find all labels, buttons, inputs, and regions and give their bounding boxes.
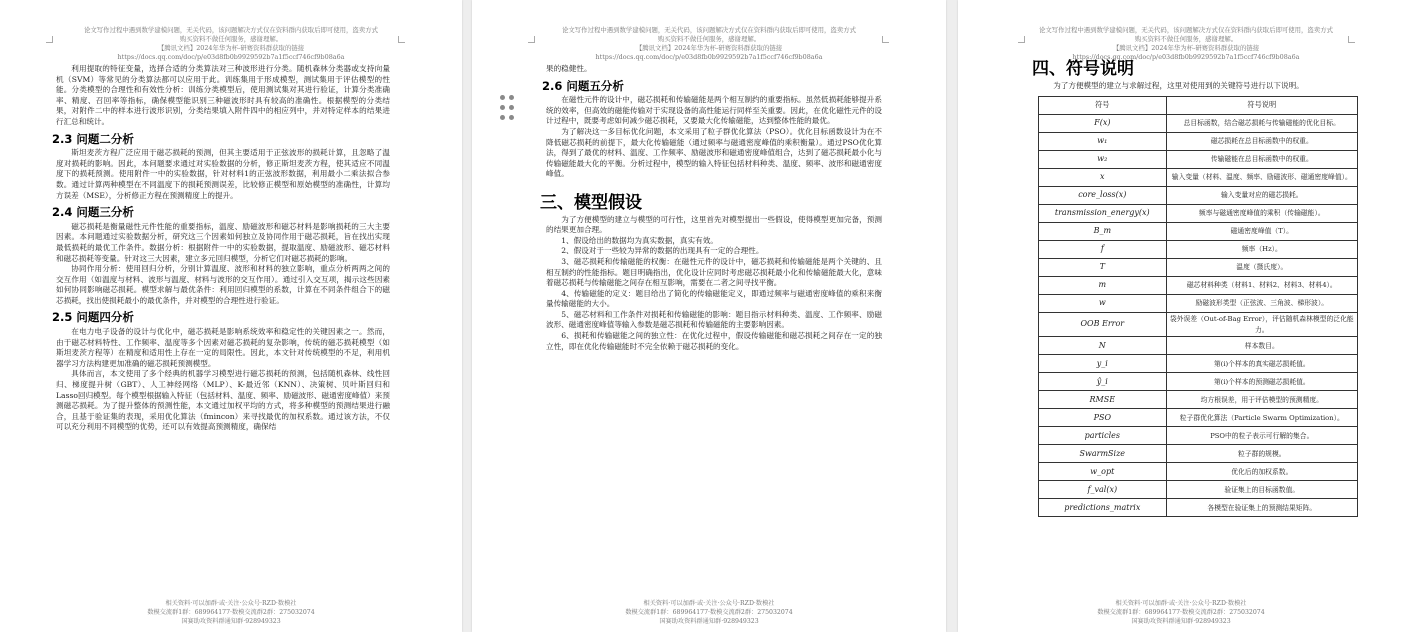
- table-row: [1039, 463, 1358, 481]
- table-row: [1039, 241, 1358, 259]
- section-heading[interactable]: 2.5 问题四分析: [52, 310, 134, 325]
- assumption-item: 1、假设给出的数据均为真实数据，真实有效。: [561, 235, 718, 245]
- assumption-item: 6、损耗和传输磁能之间的独立性：在优化过程中，假设传输磁能和磁芯损耗之间存在一定的独立性，即在优化传输磁能时不完全依赖于磁芯损耗的变化。: [546, 331, 882, 351]
- table-row: [1039, 409, 1358, 427]
- table-row: [1039, 391, 1358, 409]
- symbol-description-cell: 磁芯材料种类（材料1、材料2、材料3、材料4）。: [1166, 277, 1357, 295]
- paragraph: 为了解决这一多目标优化问题，本文采用了粒子群优化算法（PSO）。优化目标函数设计为在不降低磁芯损耗的前提下，最大化传输磁能（通过频率与磁通密度峰值的乘积衡量）。通过PSO优化算法，得到了最优的材料、温度、工作频率、励磁波形和磁通密度峰值组合，达到了磁芯损耗最小化与传输磁能最大化的平衡。分析过程中，模型的输入特征包括材料种类、温度、频率、波形和磁通密度峰值。: [546, 126, 882, 179]
- symbol-description-cell: 传输磁能在总目标函数中的权重。: [1166, 151, 1357, 169]
- table-row: [1039, 115, 1358, 133]
- table-row: [1039, 169, 1358, 187]
- symbol-cell: m: [1039, 277, 1167, 295]
- page-header: 论文写作过程中遇到数学建模问题，无关代码，该问题解决方式仅在资料群内获取后即可使用，盗卖方式 购买资料不做任何服务，感谢理解。 【腾讯文档】2024年华为杯-研赛资料群获取的链接 https://docs.qq.com/doc/p/e03d8fb0b9929592b7a1f5ccf746cf9b08a6a: [1039, 26, 1333, 61]
- assumption-item: 3、磁芯损耗和传输磁能的权衡：在磁性元件的设计中，磁芯损耗和传输磁能是两个关键的、且相互制约的性能指标。题目明确指出，优化设计应同时考虑磁芯损耗最小化和传输磁能最大化，意味着磁芯损耗与传输磁能之间存在相互影响，需要在二者之间寻找平衡。: [546, 256, 882, 288]
- symbol-cell: particles: [1039, 427, 1167, 445]
- symbol-description-cell: 温度（摄氏度）。: [1166, 259, 1357, 277]
- page-header: 论文写作过程中遇到数学建模问题，无关代码，该问题解决方式仅在资料群内获取后即可使用，盗卖方式 购买资料不做任何服务，感谢理解。 【腾讯文档】2024年华为杯-研赛资料群获取的链接 https://docs.qq.com/doc/p/e03d8fb0b9929592b7a1f5ccf746cf9b08a6a: [84, 26, 378, 61]
- symbol-cell: F(x): [1039, 115, 1167, 133]
- table-header-row: [1039, 97, 1358, 115]
- paragraph: 为了方便模型的建立与模型的可行性，这里首先对模型提出一些假设，使得模型更加完备，预测的结果更加合理。: [546, 214, 882, 235]
- table-row: [1039, 355, 1358, 373]
- symbol-cell: w₂: [1039, 151, 1167, 169]
- symbol-description-cell: 磁芯损耗在总目标函数中的权重。: [1166, 133, 1357, 151]
- table-row: [1039, 223, 1358, 241]
- table-row: [1039, 481, 1358, 499]
- section-heading[interactable]: 2.3 问题二分析: [52, 131, 134, 146]
- table-row: [1039, 151, 1358, 169]
- document-page-middle: [472, 0, 946, 632]
- symbol-cell: f_val(x): [1039, 481, 1167, 499]
- symbol-description-cell: 输入变量（材料、温度、频率、励磁波形、磁通密度峰值）。: [1166, 169, 1357, 187]
- symbol-cell: transmission_energy(x): [1039, 205, 1167, 223]
- symbol-cell: w_opt: [1039, 463, 1167, 481]
- symbol-description-cell: 频率（Hz）。: [1166, 241, 1357, 259]
- chapter-heading[interactable]: 三、模型假设: [540, 192, 642, 213]
- table-row: [1039, 499, 1358, 517]
- chapter-heading[interactable]: 四、符号说明: [1032, 59, 1134, 79]
- symbol-cell: RMSE: [1039, 391, 1167, 409]
- symbol-cell: w: [1039, 295, 1167, 313]
- symbol-cell: w₁: [1039, 133, 1167, 151]
- paragraph: 利用提取的特征变量，选择合适的分类算法对三种波形进行分类。随机森林分类器或支持向量机（SVM）等常见的分类算法都可以应用于此。训练集用于形成模型，测试集用于评估模型的性能。分类模型的合理性和有效性分析：训练分类模型后，使用测试集对其进行验证，计算分类准确率、精度、召回率等指标，确保模型能识别三种磁波形时具有较高的准确性。根据模型的分类结果，对附件二中的样本进行波形识别，分类结果填入附件四中的相应列中，并对特定样本的结果进行汇总和统计。: [56, 64, 390, 126]
- paragraph: 协同作用分析：使用回归分析，分别计算温度、波形和材料的独立影响，重点分析两两之间的交互作用（如温度与材料、波形与温度、材料与波形的交互作用）。通过引入交互项，揭示这些因素如何协同影响磁芯损耗。模型求解与最优条件：利用回归模型的系数，计算在不同条件组合下的磁芯损耗，找出使损耗最小的最优条件，并对模型的合理性进行验证。: [56, 264, 390, 305]
- symbol-cell: OOB Error: [1039, 313, 1167, 337]
- page-footer: 相关资料·可以加群·或·关注·公众号·RZD·数模社 数模交流群1群：689964177·数模交流群2群：275032074 国赛助攻资料群通知群·928949323: [1097, 600, 1265, 625]
- crop-mark: [46, 36, 53, 43]
- table-row: [1039, 427, 1358, 445]
- page-body: [1032, 59, 1358, 517]
- symbol-cell: y_i: [1039, 355, 1167, 373]
- symbol-description-cell: 输入变量对应的磁芯损耗。: [1166, 187, 1357, 205]
- page-body: [52, 64, 390, 433]
- table-row: [1039, 295, 1358, 313]
- symbol-description-cell: 优化后的加权系数。: [1166, 463, 1357, 481]
- assumption-item: 5、磁芯材料和工作条件对损耗和传输磁能的影响：题目指示材料种类、温度、工作频率、励磁波形、磁通密度峰值等输入参数是磁芯损耗和传输磁能的主要影响因素。: [546, 309, 882, 330]
- symbol-description-cell: 频率与磁通密度峰值的乘积（传输磁能）。: [1166, 205, 1357, 223]
- symbol-cell: x: [1039, 169, 1167, 187]
- assumption-item: 4、传输磁能的定义：题目给出了简化的传输磁能定义，即通过频率与磁通密度峰值的乘积来衡量传输磁能的大小。: [546, 288, 882, 309]
- paragraph: 具体而言，本文使用了多个经典的机器学习模型进行磁芯损耗的预测，包括随机森林、线性回归、梯度提升树（GBT）、人工神经网络（MLP）、K-最近邻（KNN）、决策树、贝叶斯回归和Lasso回归模型。每个模型根据输入特征（包括材料、温度、频率、励磁波形、磁通密度峰值）来预测磁芯损耗。为了提升整体的预测性能，本文通过加权平均的方式，将多种模型的预测结果进行融合，且基于验证集的表现，采用优化算法（fmincon）来寻找最优的加权系数。通过该方法，不仅可以充分利用不同模型的优势，还可以有效提高预测精度，确保结: [56, 369, 390, 432]
- symbol-description-cell: 各模型在验证集上的预测结果矩阵。: [1166, 499, 1357, 517]
- page-footer: 相关资料·可以加群·或·关注·公众号·RZD·数模社 数模交流群1群：689964177·数模交流群2群：275032074 国赛助攻资料群通知群·928949323: [625, 600, 793, 625]
- section-heading[interactable]: 2.4 问题三分析: [52, 205, 134, 220]
- symbol-cell: predictions_matrix: [1039, 499, 1167, 517]
- symbol-description-cell: PSO中的粒子表示可行解的集合。: [1166, 427, 1357, 445]
- symbol-description-cell: 第(i)个样本的真实磁芯损耗值。: [1166, 355, 1357, 373]
- symbol-cell: T: [1039, 259, 1167, 277]
- section-heading[interactable]: 2.6 问题五分析: [542, 78, 624, 93]
- table-row: [1039, 445, 1358, 463]
- symbol-description-cell: 第(i)个样本的预测磁芯损耗值。: [1166, 373, 1357, 391]
- symbol-description-cell: 验证集上的目标函数值。: [1166, 481, 1357, 499]
- table-row: [1039, 133, 1358, 151]
- symbol-cell: SwarmSize: [1039, 445, 1167, 463]
- symbol-table-body: [1039, 115, 1358, 517]
- symbol-description-cell: 均方根误差，用于评估模型的预测精度。: [1166, 391, 1357, 409]
- symbol-description-cell: 粒子群优化算法（Particle Swarm Optimization）。: [1166, 409, 1357, 427]
- table-row: [1039, 313, 1358, 337]
- symbol-description-cell: 样本数目。: [1166, 337, 1357, 355]
- symbol-cell: N: [1039, 337, 1167, 355]
- symbol-description-cell: 总目标函数，结合磁芯损耗与传输磁能的优化目标。: [1166, 115, 1357, 133]
- table-header-cell: 符号: [1039, 97, 1167, 115]
- symbol-cell: core_loss(x): [1039, 187, 1167, 205]
- symbol-table: [1038, 96, 1358, 517]
- table-row: [1039, 259, 1358, 277]
- page-header: 论文写作过程中遇到数学建模问题，无关代码，该问题解决方式仅在资料群内获取后即可使用，盗卖方式 购买资料不做任何服务，感谢理解。 【腾讯文档】2024年华为杯-研赛资料群获取的链接 https://docs.qq.com/doc/p/e03d8fb0b9929592b7a1f5ccf746cf9b08a6a: [562, 26, 856, 61]
- table-row: [1039, 205, 1358, 223]
- symbol-cell: B_m: [1039, 223, 1167, 241]
- table-row: [1039, 337, 1358, 355]
- symbol-description-cell: 磁通密度峰值（T）。: [1166, 223, 1357, 241]
- paragraph: 斯坦麦茨方程广泛应用于磁芯损耗的预测，但其主要适用于正弦波形的损耗计算，且忽略了温度对损耗的影响。因此，本问题要求通过对实验数据的分析，修正斯坦麦茨方程，使其适应不同温度下的损耗预测。使用附件一中的实验数据，针对材料1的正弦波形数据，利用最小二乘法拟合参数。通过计算两种模型在不同温度下的损耗预测误差，比较修正模型和原始模型的准确性，计算均方误差（MSE），分析修正方程在预测精度上的提升。: [56, 148, 390, 200]
- paragraph: 在磁性元件的设计中，磁芯损耗和传输磁能是两个相互制约的重要指标。虽然低损耗能够提升系统的效率，但高效的磁能传输对于实现设备的高性能运行同样至关重要。因此，在优化磁性元件的设计过程中，既要考虑如何减少磁芯损耗，又要最大化传输磁能，达到整体性能的最优。: [546, 95, 882, 126]
- table-row: [1039, 277, 1358, 295]
- continued-line: 果的稳健性。: [546, 64, 592, 73]
- symbol-cell: f: [1039, 241, 1167, 259]
- symbol-description-cell: 粒子群的规模。: [1166, 445, 1357, 463]
- table-header-cell: 符号说明: [1166, 97, 1357, 115]
- drag-handle-icon[interactable]: [500, 95, 516, 127]
- symbol-cell: PSO: [1039, 409, 1167, 427]
- paragraph: 在电力电子设备的设计与优化中，磁芯损耗是影响系统效率和稳定性的关键因素之一。然而，由于磁芯材料特性、工作频率、温度等多个因素对磁芯损耗的复杂影响，传统的磁芯损耗模型（如斯坦麦茨方程等）在精度和适用性上存在一定的局限性。因此，本文针对传统模型的不足，利用机器学习方法构建更加准确的磁芯损耗预测模型。: [56, 327, 390, 368]
- symbol-description-cell: 袋外误差（Out-of-Bag Error），评估随机森林模型的泛化能力。: [1166, 313, 1357, 337]
- table-row: [1039, 373, 1358, 391]
- table-row: [1039, 187, 1358, 205]
- symbol-cell: ŷ_i: [1039, 373, 1167, 391]
- page-body: [540, 64, 882, 352]
- document-page-left: [0, 0, 462, 632]
- assumption-item: 2、假设对于一些较为异常的数据的出现具有一定的合理性。: [561, 246, 764, 256]
- paragraph: 磁芯损耗是衡量磁性元件性能的重要指标，温度、励磁波形和磁芯材料是影响损耗的三大主要因素。本问题通过实验数据分析，研究这三个因素如何独立及协同作用于磁芯损耗，旨在找出实现最低损耗的最优工作条件。数据分析：根据附件一中的实验数据，提取温度、励磁波形、磁芯材料和磁芯损耗等变量。针对这三大因素，建立多元回归模型，分析它们对磁芯损耗的影响。: [56, 221, 390, 263]
- page-footer: 相关资料·可以加群·或·关注·公众号·RZD·数模社 数模交流群1群：689964177·数模交流群2群：275032074 国赛助攻资料群通知群·928949323: [147, 600, 315, 625]
- symbol-description-cell: 励磁波形类型（正弦波、三角波、梯形波）。: [1166, 295, 1357, 313]
- paragraph: 为了方便模型的建立与求解过程，这里对使用到的关键符号进行以下说明。: [1053, 80, 1304, 90]
- document-page-right: [958, 0, 1404, 632]
